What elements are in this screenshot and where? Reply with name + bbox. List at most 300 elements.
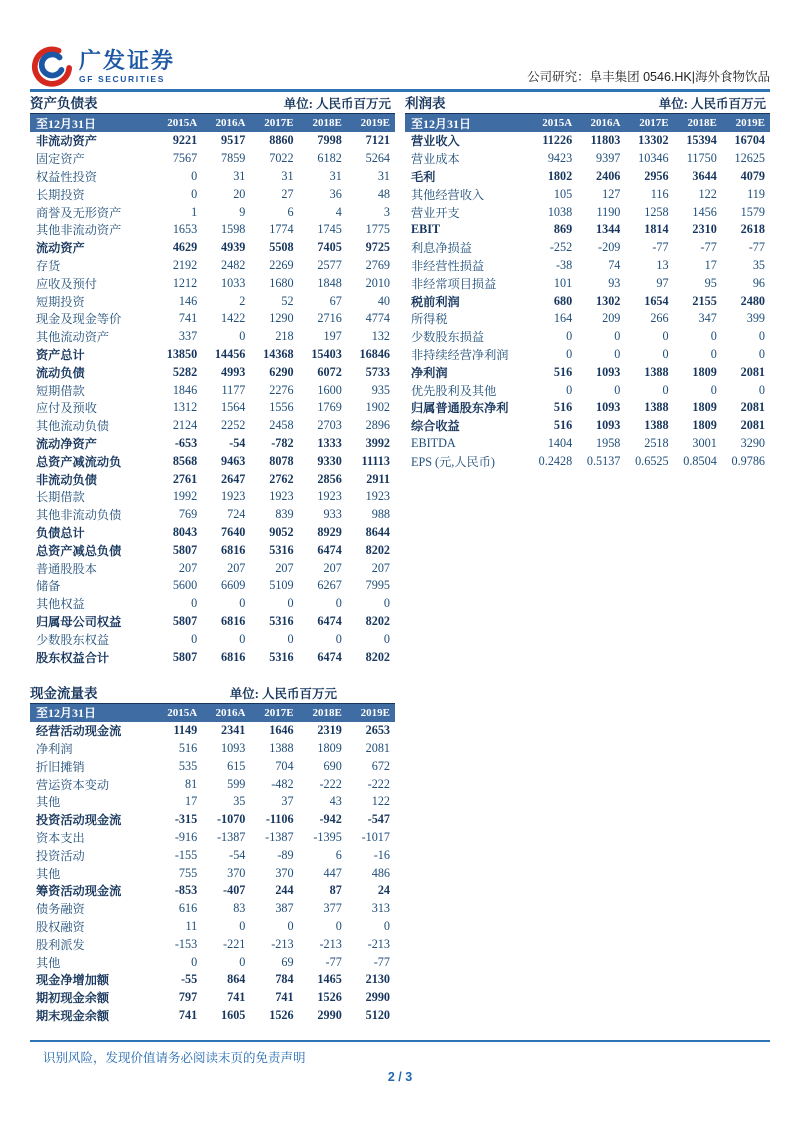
cash-flow-title-row	[30, 686, 395, 703]
table-row	[30, 953, 395, 971]
cell-value: 672	[371, 758, 390, 773]
cell-value: 1093	[221, 741, 246, 756]
cell-value: -222	[367, 776, 390, 791]
cell-value: 2856	[317, 471, 342, 486]
table-row	[405, 310, 770, 328]
cell-value: 10346	[638, 151, 669, 166]
cell-value: 2406	[596, 168, 621, 183]
cell-value: -54	[229, 847, 246, 862]
header-year-label: 2016A	[215, 706, 246, 719]
cell-value: 1809	[692, 418, 717, 433]
row-label: 筹资活动现金流	[36, 884, 122, 899]
cell-value: 2081	[740, 364, 765, 379]
table-row	[30, 488, 395, 506]
left-column	[30, 96, 395, 1024]
cell-value: -38	[555, 257, 573, 272]
cell-value: 7995	[365, 578, 390, 593]
cell-value: 266	[650, 311, 669, 326]
cell-value: -916	[174, 830, 198, 845]
cell-value: 1809	[692, 400, 717, 415]
cell-value: 5733	[365, 364, 390, 379]
cell-value: 704	[275, 758, 294, 773]
table-header-row	[30, 703, 395, 722]
cell-value: 6	[335, 847, 342, 862]
cell-value: 0	[287, 919, 294, 934]
cell-value: -1017	[361, 830, 390, 845]
header-year-label: 2015A	[542, 117, 573, 129]
cell-value: 535	[178, 758, 198, 773]
cell-value: 9330	[317, 453, 342, 468]
cell-value: -315	[174, 812, 198, 827]
cell-value: 2518	[644, 435, 669, 450]
table-row	[405, 257, 770, 275]
cell-value: 0	[287, 596, 294, 611]
cell-value: 12625	[734, 151, 765, 166]
cell-value: 2	[239, 293, 246, 308]
cell-value: 313	[371, 901, 390, 916]
cell-value: 3	[383, 204, 390, 219]
cell-value: 1775	[365, 222, 390, 237]
cell-value: -407	[223, 883, 246, 898]
row-label: 总资产减流动负	[36, 454, 122, 469]
row-label: 经营活动现金流	[36, 724, 122, 739]
row-label: 现金及现金等价	[36, 312, 122, 327]
cell-value: 690	[323, 758, 342, 773]
cell-value: 4993	[221, 364, 246, 379]
row-label: 非持续经营净利润	[411, 347, 509, 362]
header-date-label: 至12月31日	[411, 116, 472, 131]
cell-value: 127	[602, 186, 621, 201]
cell-value: 3644	[692, 168, 717, 183]
cell-value: 1456	[692, 204, 717, 219]
cell-value: 9725	[365, 240, 390, 255]
cell-value: 2647	[221, 471, 246, 486]
cell-value: 1809	[692, 364, 717, 379]
cell-value: 1654	[644, 293, 669, 308]
table-row	[30, 470, 395, 488]
table-row	[405, 435, 770, 453]
table-row	[30, 989, 395, 1007]
cell-value: -213	[367, 936, 390, 951]
cell-value: 1388	[644, 418, 669, 433]
cell-value: 1598	[221, 222, 246, 237]
cell-value: 2458	[269, 418, 294, 433]
cell-value: 119	[747, 186, 765, 201]
cell-value: 1038	[547, 204, 573, 219]
cell-value: 16704	[734, 133, 765, 148]
cell-value: 207	[323, 560, 342, 575]
cell-value: -155	[174, 847, 198, 862]
cell-value: 0	[614, 382, 621, 397]
row-label: 流动负债	[36, 365, 85, 380]
header-year-label: 2017E	[264, 706, 294, 719]
cell-value: 9463	[221, 453, 246, 468]
cell-value: 1846	[172, 382, 198, 397]
cell-value: 1465	[317, 972, 342, 987]
row-label: 储备	[36, 579, 61, 594]
cell-value: 87	[329, 883, 342, 898]
table-row	[30, 506, 395, 524]
table-row	[30, 274, 395, 292]
cell-value: 0	[335, 596, 342, 611]
cell-value: 8202	[365, 649, 390, 664]
table-row	[30, 185, 395, 203]
cell-value: 516	[178, 741, 198, 756]
cell-value: 0	[239, 631, 246, 646]
cell-value: 1526	[269, 1008, 294, 1023]
cell-value: 20	[233, 186, 246, 201]
cell-value: 209	[602, 311, 621, 326]
cell-value: 207	[275, 560, 294, 575]
row-label: 优先股利及其他	[411, 383, 497, 398]
cell-value: 741	[275, 990, 294, 1005]
row-label: 归属普通股东净利	[411, 401, 509, 416]
cell-value: -547	[367, 812, 390, 827]
cell-value: 0.6525	[635, 453, 669, 468]
gf-logo-icon	[30, 46, 72, 88]
balance-sheet-table	[30, 96, 395, 666]
cell-value: 31	[233, 168, 246, 183]
cell-value: 0	[383, 596, 390, 611]
cell-value: 0	[239, 329, 246, 344]
balance-sheet-unit: 单位: 人民币百万元	[283, 97, 391, 111]
table-row	[30, 900, 395, 918]
cell-value: 1653	[172, 222, 198, 237]
cell-value: 0	[614, 346, 621, 361]
cell-value: 1422	[221, 311, 246, 326]
cell-value: 9517	[221, 133, 246, 148]
balance-sheet-title: 资产负债表	[30, 96, 98, 111]
cell-value: 2269	[269, 257, 294, 272]
cell-value: 6474	[317, 649, 342, 664]
cell-value: 4939	[221, 240, 246, 255]
cell-value: 52	[281, 293, 294, 308]
cell-value: 2081	[740, 400, 765, 415]
row-label: 折旧摊销	[36, 759, 85, 774]
cell-value: 3992	[365, 435, 390, 450]
cell-value: 2762	[269, 471, 294, 486]
cell-value: 5282	[172, 364, 198, 379]
cell-value: 4629	[172, 240, 198, 255]
cell-value: 869	[553, 222, 573, 237]
table-row	[30, 292, 395, 310]
header-year-label: 2015A	[167, 117, 198, 129]
table-header-row	[405, 113, 770, 132]
cell-value: 197	[323, 329, 342, 344]
cell-value: 9423	[547, 151, 573, 166]
table-row	[30, 882, 395, 900]
table-row	[30, 918, 395, 936]
table-row	[30, 1007, 395, 1025]
cell-value: 0	[566, 346, 573, 361]
row-label: 营业开支	[411, 205, 460, 220]
cell-value: 1902	[365, 400, 390, 415]
row-label: 应付及预收	[36, 401, 97, 416]
table-row	[405, 203, 770, 221]
table-row	[405, 363, 770, 381]
header-year-label: 2018E	[312, 706, 342, 719]
cell-value: 207	[371, 560, 390, 575]
row-label: 毛利	[411, 169, 436, 184]
table-row	[30, 346, 395, 364]
cell-value: 83	[233, 901, 246, 916]
cell-value: 1579	[740, 204, 765, 219]
cell-value: 0	[191, 596, 198, 611]
cell-value: 5120	[365, 1008, 390, 1023]
cell-value: -16	[373, 847, 390, 862]
cell-value: 741	[227, 990, 246, 1005]
row-label: 普通股股本	[36, 561, 97, 576]
row-label: 税前利润	[411, 294, 460, 309]
row-label: 期末现金余额	[36, 1009, 110, 1024]
cell-value: 0	[710, 329, 717, 344]
row-label: 净利润	[36, 742, 73, 757]
cell-value: 8929	[317, 524, 342, 539]
header-date-label: 至12月31日	[36, 116, 97, 131]
row-label: 股权融资	[36, 920, 85, 935]
cell-value: -77	[373, 954, 390, 969]
cell-value: 3290	[740, 435, 765, 450]
cell-value: 7022	[269, 151, 294, 166]
cell-value: 516	[553, 418, 573, 433]
cell-value: 447	[323, 865, 342, 880]
income-statement-title: 利润表	[405, 96, 446, 111]
cell-value: 6474	[317, 613, 342, 628]
cell-value: 35	[752, 257, 765, 272]
row-label: 资产总计	[36, 347, 85, 362]
table-row	[30, 168, 395, 186]
table-row	[30, 793, 395, 811]
cell-value: 13850	[166, 346, 198, 361]
cell-value: 337	[178, 329, 198, 344]
row-label: 所得税	[411, 312, 448, 327]
cell-value: 0.5137	[586, 453, 621, 468]
cell-value: -222	[319, 776, 342, 791]
cell-value: -1387	[265, 830, 294, 845]
row-label: 应收及预付	[36, 276, 97, 291]
row-label: EPS (元,人民币)	[411, 454, 495, 469]
cell-value: 2761	[172, 471, 198, 486]
cell-value: 486	[371, 865, 390, 880]
cell-value: 105	[553, 186, 573, 201]
table-row	[405, 292, 770, 310]
table-row	[405, 150, 770, 168]
cell-value: 5316	[269, 542, 294, 557]
cell-value: 5508	[269, 240, 294, 255]
cell-value: 1033	[221, 275, 246, 290]
cell-value: 164	[553, 311, 573, 326]
table-row	[30, 257, 395, 275]
cell-value: 0	[758, 382, 765, 397]
cell-value: 0	[335, 919, 342, 934]
cell-value: 96	[752, 275, 765, 290]
cell-value: 4079	[740, 168, 765, 183]
cell-value: 69	[281, 954, 294, 969]
row-label: 利息净损益	[411, 241, 472, 256]
cell-value: -55	[180, 972, 198, 987]
header-year-label: 2018E	[687, 117, 717, 129]
cell-value: 9052	[269, 524, 294, 539]
cell-value: 8644	[365, 524, 390, 539]
row-label: 营运资本变动	[36, 777, 110, 792]
cell-value: 2480	[740, 293, 765, 308]
cell-value: 680	[553, 293, 573, 308]
header-year-label: 2017E	[264, 117, 294, 129]
cell-value: 1605	[221, 1008, 246, 1023]
cell-value: 1290	[269, 311, 294, 326]
cell-value: 2577	[317, 257, 342, 272]
cell-value: 347	[698, 311, 717, 326]
row-label: 资本支出	[36, 831, 85, 846]
cell-value: 40	[377, 293, 390, 308]
cell-value: 1302	[596, 293, 621, 308]
cell-value: 8043	[172, 524, 198, 539]
cell-value: 1745	[317, 222, 342, 237]
cell-value: 399	[746, 311, 765, 326]
table-row	[30, 935, 395, 953]
table-row	[30, 559, 395, 577]
cell-value: 1923	[365, 489, 390, 504]
cell-value: -54	[229, 435, 246, 450]
row-label: 营业成本	[411, 152, 460, 167]
cell-value: 1774	[269, 222, 294, 237]
cell-value: 11	[185, 919, 198, 934]
cash-flow-table	[30, 686, 395, 1025]
cell-value: 1388	[644, 364, 669, 379]
cell-value: 1093	[596, 400, 621, 415]
cell-value: 1	[191, 204, 198, 219]
cell-value: 0	[710, 346, 717, 361]
cell-value: 0	[191, 954, 198, 969]
cell-value: 988	[371, 507, 390, 522]
row-label: 净利润	[411, 365, 448, 380]
header-rule	[30, 89, 770, 92]
row-label: 流动净资产	[36, 436, 97, 451]
cell-value: 1814	[644, 222, 669, 237]
row-label: 权益性投资	[36, 169, 97, 184]
cell-value: 2716	[317, 311, 342, 326]
cell-value: 0	[191, 186, 198, 201]
table-row	[30, 381, 395, 399]
table-row	[405, 346, 770, 364]
cell-value: 5807	[172, 649, 198, 664]
cell-value: 5264	[365, 151, 390, 166]
cell-value: 207	[178, 560, 198, 575]
cell-value: 15394	[686, 133, 717, 148]
cell-value: 97	[656, 275, 669, 290]
cell-value: 5600	[172, 578, 198, 593]
cell-value: 0	[662, 382, 669, 397]
cell-value: 741	[178, 311, 198, 326]
cell-value: 784	[275, 972, 294, 987]
cell-value: 6816	[221, 649, 246, 664]
cell-value: -221	[223, 936, 246, 951]
cell-value: 2130	[365, 972, 390, 987]
row-label: 非流动负债	[36, 472, 97, 487]
cell-value: 839	[275, 507, 294, 522]
cell-value: 0	[710, 382, 717, 397]
cell-value: 0	[662, 346, 669, 361]
row-label: 股利派发	[36, 937, 85, 952]
cell-value: 6816	[221, 613, 246, 628]
cell-value: 218	[275, 329, 294, 344]
row-label: 归属母公司权益	[36, 614, 122, 629]
cell-value: 1212	[172, 275, 198, 290]
cell-value: 0.8504	[683, 453, 717, 468]
header-year-label: 2017E	[639, 117, 669, 129]
cell-value: 755	[178, 865, 198, 880]
row-label: 长期借款	[36, 490, 85, 505]
cell-value: 1526	[317, 990, 342, 1005]
row-label: EBIT	[411, 222, 441, 237]
table-row	[30, 829, 395, 847]
cell-value: 769	[178, 507, 198, 522]
row-label: 少数股东权益	[36, 632, 110, 647]
cell-value: 2896	[365, 418, 390, 433]
table-row	[405, 417, 770, 435]
cell-value: 1093	[596, 418, 621, 433]
table-row	[405, 274, 770, 292]
table-row	[30, 328, 395, 346]
gf-securities-logo	[30, 46, 175, 88]
row-label: 其他权益	[36, 597, 85, 612]
cell-value: 1388	[269, 741, 294, 756]
cell-value: 2990	[317, 1008, 342, 1023]
cell-value: 616	[178, 901, 198, 916]
balance-sheet-grid	[30, 113, 395, 666]
table-row	[30, 399, 395, 417]
cell-value: 0	[239, 954, 246, 969]
cell-value: 244	[275, 883, 294, 898]
cell-value: 146	[178, 293, 198, 308]
cell-value: 1992	[172, 489, 198, 504]
table-row	[30, 132, 395, 150]
cell-value: 5807	[172, 542, 198, 557]
logo-text	[79, 50, 175, 84]
table-row	[30, 740, 395, 758]
cell-value: 101	[553, 275, 573, 290]
cell-value: 16846	[359, 346, 390, 361]
cell-value: 7640	[221, 524, 246, 539]
table-row	[30, 417, 395, 435]
cell-value: 11750	[686, 151, 717, 166]
row-label: 非流动资产	[36, 134, 97, 149]
cell-value: 17	[185, 794, 198, 809]
cell-value: 43	[329, 794, 342, 809]
cell-value: 516	[553, 400, 573, 415]
table-row	[405, 399, 770, 417]
row-label: 投资活动	[36, 848, 85, 863]
cell-value: 0	[383, 919, 390, 934]
table-row	[405, 381, 770, 399]
cell-value: 0	[662, 329, 669, 344]
cell-value: 14456	[214, 346, 246, 361]
cell-value: 6474	[317, 542, 342, 557]
cell-value: 864	[227, 972, 246, 987]
table-row	[30, 524, 395, 542]
cell-value: 14368	[263, 346, 294, 361]
cell-value: 95	[704, 275, 717, 290]
income-statement-title-row	[405, 96, 770, 113]
table-row	[30, 203, 395, 221]
cell-value: 1404	[547, 435, 573, 450]
header-date-label: 至12月31日	[36, 706, 97, 721]
cell-value: 2155	[692, 293, 717, 308]
cell-value: 2192	[172, 257, 198, 272]
row-label: 现金净增加额	[36, 973, 110, 988]
table-row	[30, 363, 395, 381]
cell-value: 935	[371, 382, 390, 397]
